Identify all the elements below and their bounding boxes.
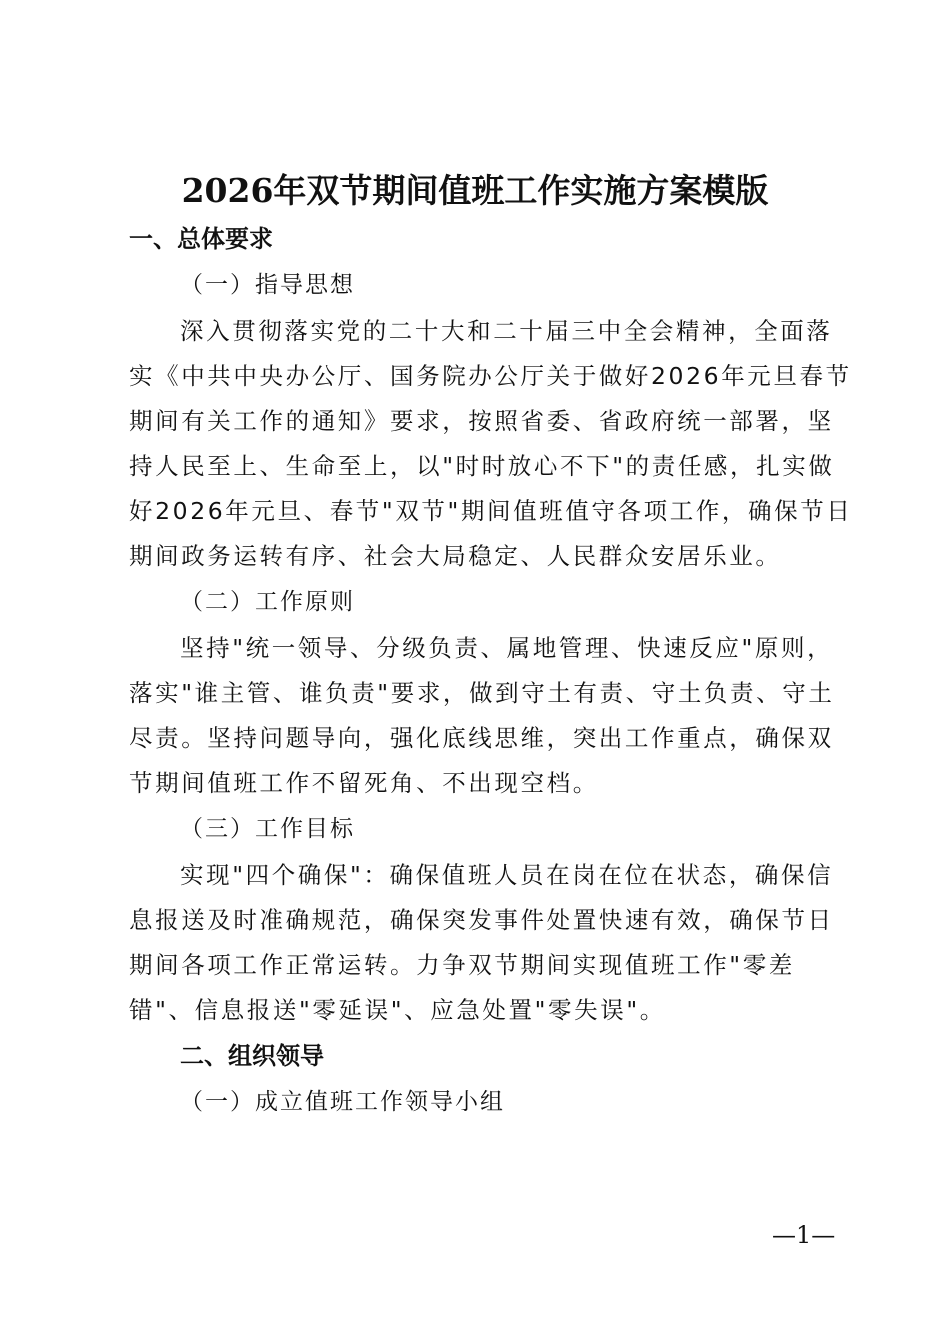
paragraph-line: 期间各项工作正常运转。力争双节期间实现值班工作"零差 [129,951,795,979]
section-heading-organization-leadership: 二、组织领导 [180,1042,324,1070]
paragraph-line: 错"、信息报送"零延误"、应急处置"零失误"。 [129,996,666,1024]
paragraph-line: 实《中共中央办公厅、国务院办公厅关于做好2026年元旦春节 [129,362,852,390]
paragraph-line: 深入贯彻落实党的二十大和二十届三中全会精神，全面落 [180,317,833,345]
paragraph-line: 落实"谁主管、谁负责"要求，做到守土有责、守土负责、守土 [129,679,835,707]
subheading-establish-leading-group: （一）成立值班工作领导小组 [180,1089,505,1115]
paragraph-line: 好2026年元旦、春节"双节"期间值班值守各项工作，确保节日 [129,497,853,525]
subheading-work-goals: （三）工作目标 [180,816,355,842]
paragraph-line: 息报送及时准确规范，确保突发事件处置快速有效，确保节日 [129,906,834,934]
paragraph-line: 坚持"统一领导、分级负责、属地管理、快速反应"原则， [180,634,834,662]
document-title: 2026年双节期间值班工作实施方案模版 [181,171,769,210]
paragraph-line: 期间政务运转有序、社会大局稳定、人民群众安居乐业。 [129,542,782,570]
paragraph-line: 实现"四个确保"：确保值班人员在岗在位在状态，确保信 [180,861,834,889]
page-number: —1— [772,1221,836,1249]
paragraph-line: 期间有关工作的通知》要求，按照省委、省政府统一部署，坚 [129,407,834,435]
section-heading-general-requirements: 一、总体要求 [129,225,273,253]
paragraph-line: 尽责。坚持问题导向，强化底线思维，突出工作重点，确保双 [129,724,834,752]
subheading-guiding-ideology: （一）指导思想 [180,272,355,298]
subheading-work-principles: （二）工作原则 [180,589,355,615]
paragraph-line: 节期间值班工作不留死角、不出现空档。 [129,769,599,797]
paragraph-line: 持人民至上、生命至上，以"时时放心不下"的责任感，扎实做 [129,452,835,480]
